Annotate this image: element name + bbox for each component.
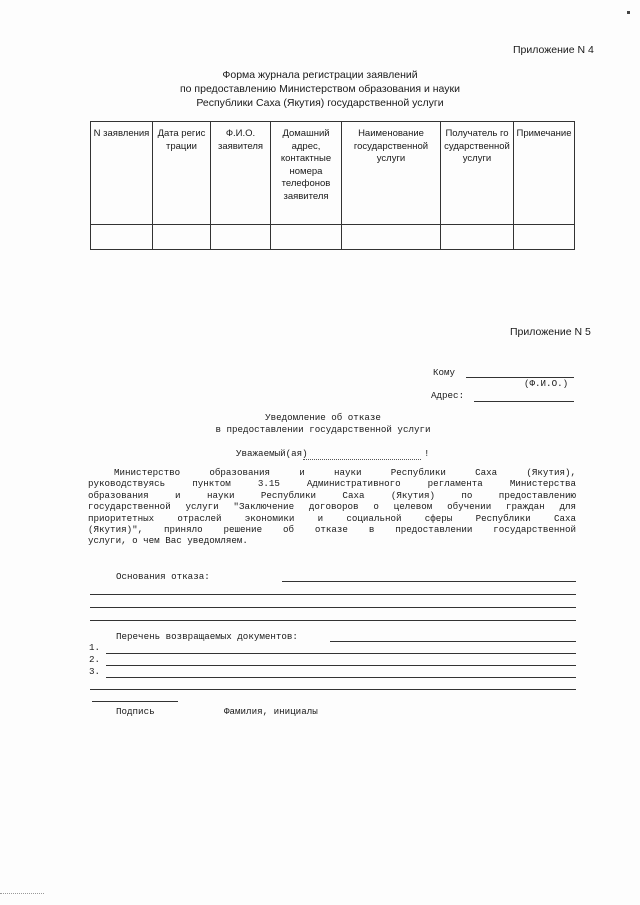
- recipient-label: Кому: [433, 367, 456, 378]
- greeting: Уважаемый(ая): [236, 448, 308, 459]
- returned-documents-label: Перечень возвращаемых документов:: [116, 631, 298, 642]
- refusal-basis-line: [90, 594, 576, 595]
- refusal-basis-line: [282, 581, 576, 582]
- list-number: 1.: [89, 642, 101, 653]
- appendix-4-label: Приложение N 4: [513, 44, 594, 56]
- notice-body: [88, 467, 576, 547]
- recipient-fio-hint: (Ф.И.О.): [524, 378, 569, 389]
- address-line: [474, 401, 574, 402]
- document-entry-line: [106, 653, 576, 654]
- table-cell: [271, 225, 342, 250]
- notice-title: [158, 412, 488, 435]
- scan-speck: [627, 11, 630, 14]
- refusal-basis-line: [90, 620, 576, 621]
- table-header-row: [91, 122, 575, 225]
- table-cell: [91, 225, 153, 250]
- address-label: Адрес:: [431, 390, 465, 401]
- name-initials-label: Фамилия, инициалы: [224, 706, 318, 717]
- table-cell: [153, 225, 211, 250]
- column-header-applicant-name: Ф.И.О. заявителя: [211, 122, 271, 225]
- document-entry-line: [90, 689, 576, 690]
- table-row: [91, 225, 575, 250]
- signature-label: Подпись: [116, 706, 155, 717]
- column-header-notes: Примечание: [514, 122, 575, 225]
- notice-title-line: в предоставлении государственной услуги: [215, 423, 431, 435]
- body-line: услуги, о чем Вас уведомляем.: [88, 535, 248, 547]
- scan-edge-mark: [0, 893, 44, 894]
- refusal-basis-line: [90, 607, 576, 608]
- body-line: приоритетных отраслей экономики и социальной сферы Республики Саха: [88, 512, 576, 524]
- table-cell: [441, 225, 514, 250]
- column-header-contact-info: Домашний адрес, контактные номера телефонов заявителя: [271, 122, 342, 225]
- returned-documents-line: [330, 641, 576, 642]
- column-header-number: N заявления: [91, 122, 153, 225]
- body-line: Министерство образования и науки Республики Саха (Якутия),: [114, 467, 576, 478]
- list-number: 2.: [89, 654, 101, 665]
- column-header-registration-date: Дата регистрации: [153, 122, 211, 225]
- document-entry-line: [106, 665, 576, 666]
- greeting-name-line: [303, 459, 421, 460]
- journal-title-line: Республики Саха (Якутия) государственной услуги: [196, 97, 444, 109]
- refusal-basis-label: Основания отказа:: [116, 571, 210, 582]
- body-line: образования и науки Республики Саха (Якутия) по предоставлению: [88, 489, 576, 501]
- journal-title-line: по предоставлению Министерством образования и науки: [179, 83, 460, 95]
- document-entry-line: [106, 677, 576, 678]
- column-header-service-recipient: Получатель государственной услуги: [441, 122, 514, 225]
- list-number: 3.: [89, 666, 101, 677]
- registration-journal-table: [90, 121, 575, 250]
- body-line: (Якутия)", приняло решение об отказе в предоставлении государственной: [88, 524, 576, 536]
- journal-title-line: Форма журнала регистрации заявлений: [222, 69, 418, 81]
- journal-form-title: [170, 68, 470, 110]
- notice-title-line: Уведомление об отказе: [265, 412, 381, 423]
- table-cell: [342, 225, 441, 250]
- table-cell: [211, 225, 271, 250]
- column-header-service-name: Наименование государственной услуги: [342, 122, 441, 225]
- table-cell: [514, 225, 575, 250]
- body-line: руководствуясь пунктом 3.15 Административного регламента Министерства: [88, 478, 576, 490]
- greeting-exclamation: !: [424, 448, 430, 459]
- body-line: государственной услуги "Заключение договоров о целевом обучении граждан для: [88, 501, 576, 513]
- signature-line: [92, 701, 178, 702]
- appendix-5-label: Приложение N 5: [510, 326, 591, 338]
